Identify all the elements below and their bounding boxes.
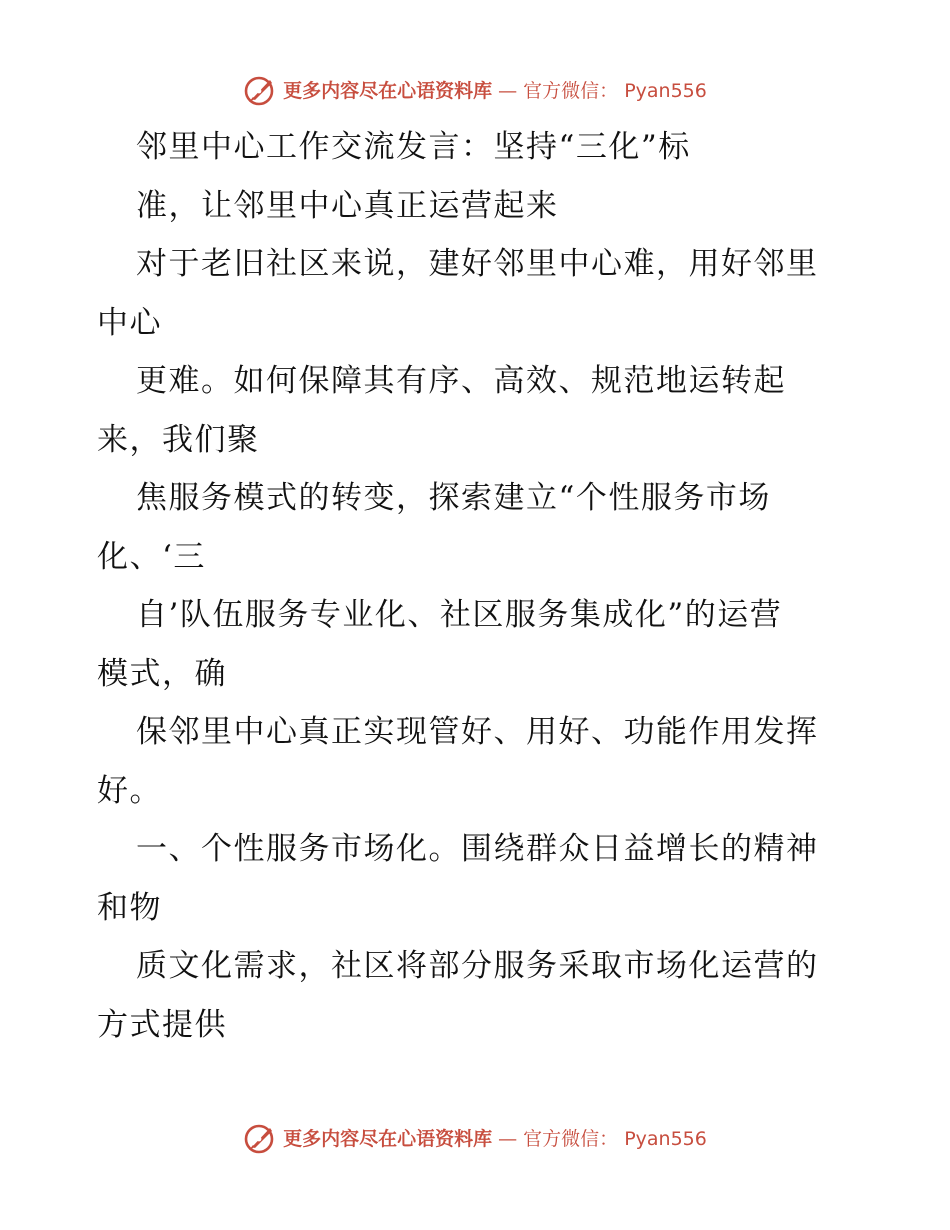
section-heading-line: 一、个性服务市场化。围绕群众日益增长的精神 (136, 831, 819, 867)
footer-dash: — (498, 1127, 518, 1150)
title-line-1: 邻里中心工作交流发言：坚持“三化”标 (136, 129, 691, 165)
paragraph-line: 保邻里中心真正实现管好、用好、功能作用发挥 (136, 714, 819, 750)
paragraph-line: 对于老旧社区来说，建好邻里中心难，用好邻里 (136, 246, 819, 282)
paragraph-line: 更难。如何保障其有序、高效、规范地运转起 (136, 363, 786, 399)
quill-pen-logo-icon (243, 1122, 277, 1156)
paragraph-line: 来，我们聚 (97, 421, 260, 458)
paragraph-line: 化、‘三 (97, 538, 206, 575)
paragraph-line: 焦服务模式的转变，探索建立“个性服务市场 (136, 480, 771, 516)
paragraph-line: 模式，确 (97, 655, 227, 692)
paragraph-line: 好。 (97, 772, 162, 809)
paragraph-line: 方式提供 (97, 1006, 227, 1043)
paragraph-line: 和物 (97, 889, 162, 926)
footer-banner (0, 1119, 950, 1159)
quill-pen-logo-icon (243, 74, 277, 108)
header-banner (0, 71, 950, 111)
document-body (97, 118, 857, 1054)
footer-account-id: Pyan556 (624, 1127, 707, 1150)
title-line-2: 准，让邻里中心真正运营起来 (136, 187, 559, 224)
header-account-label: 官方微信： (523, 79, 619, 102)
header-brand-text: 更多内容尽在心语资料库 (283, 79, 493, 102)
paragraph-line: 质文化需求，社区将部分服务采取市场化运营的 (136, 948, 819, 984)
header-account-id: Pyan556 (624, 79, 707, 102)
header-dash: — (498, 79, 518, 102)
paragraph-line: 中心 (97, 304, 162, 341)
footer-account-label: 官方微信： (523, 1127, 619, 1150)
footer-brand-text: 更多内容尽在心语资料库 (283, 1127, 493, 1150)
paragraph-line: 自’队伍服务专业化、社区服务集成化”的运营 (136, 597, 783, 633)
